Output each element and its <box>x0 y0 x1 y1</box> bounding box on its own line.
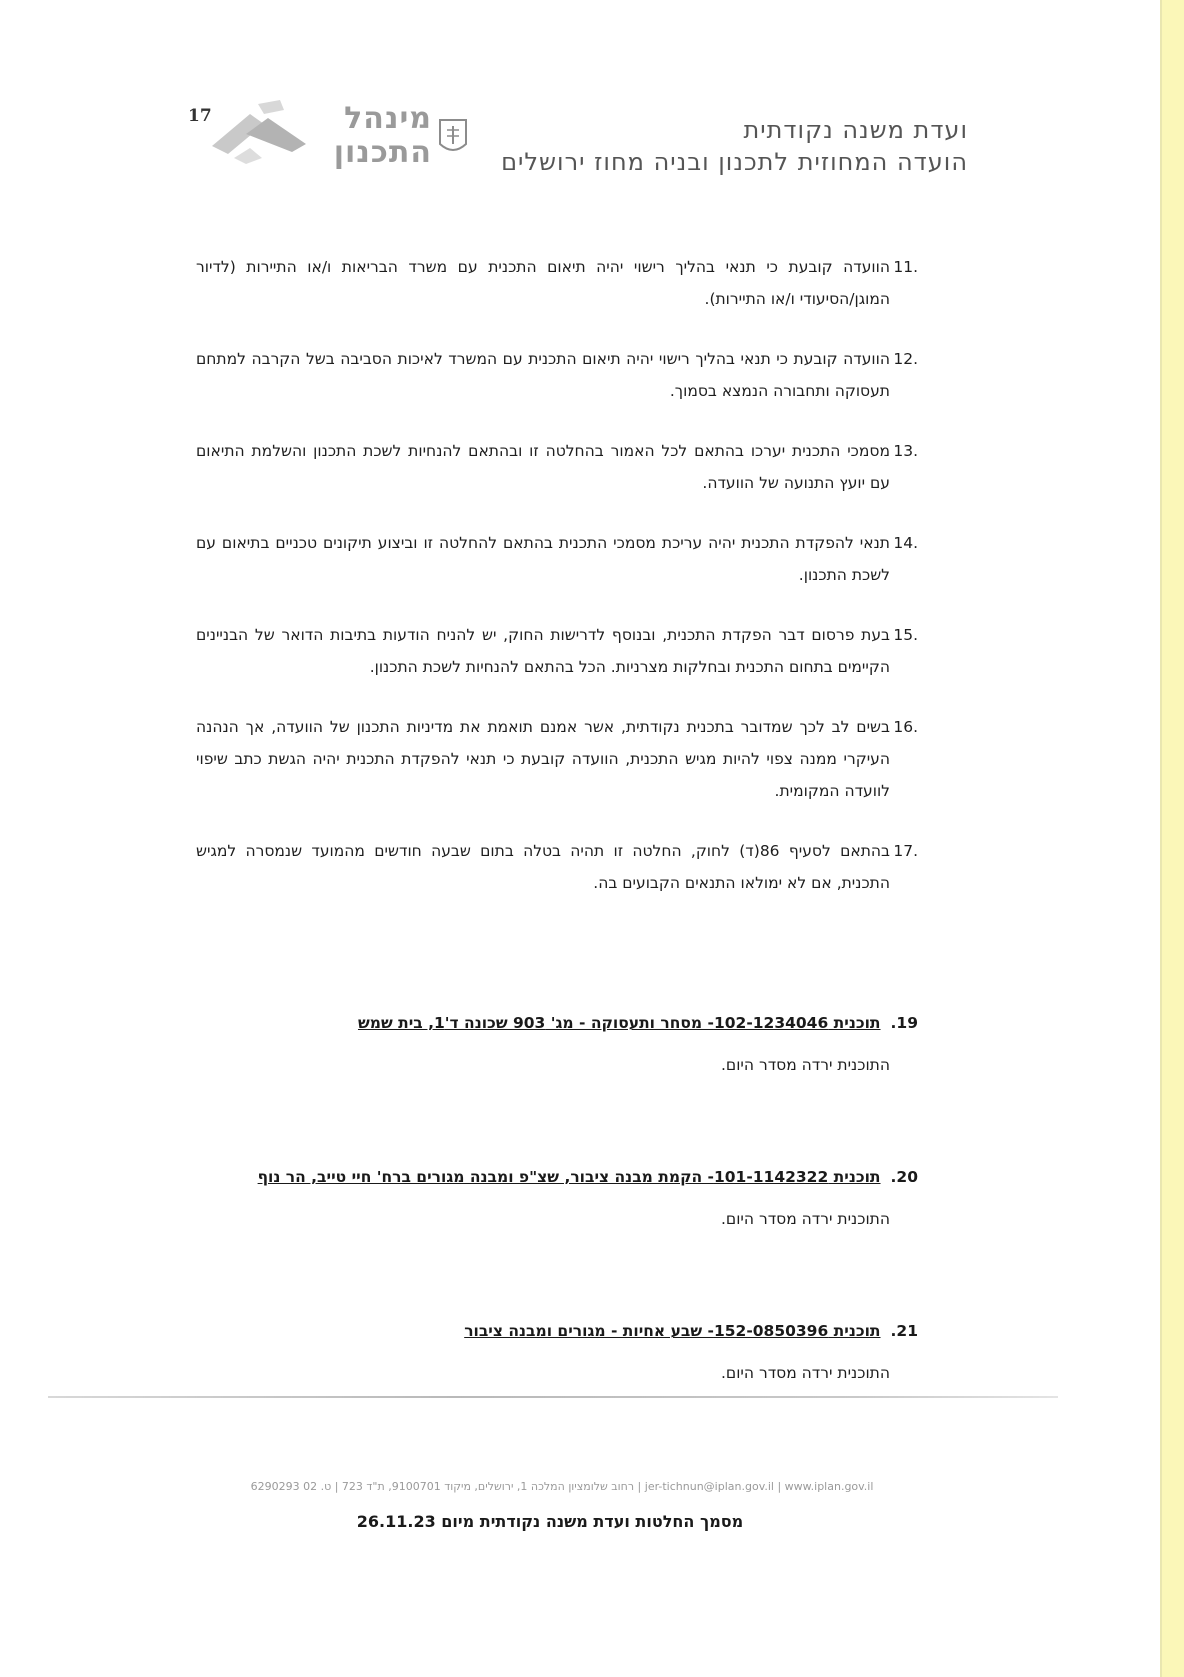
item-number: 15. <box>893 626 918 644</box>
item-number: 17. <box>893 842 918 860</box>
plan-status: התוכנית ירדה מסדר היום. <box>720 1210 890 1228</box>
decision-items-list <box>196 251 918 927</box>
planning-administration-logo-icon <box>206 100 326 164</box>
footer-contact-info: רחוב שלומציון המלכה 1, ירושלים, מיקוד 9100701, ת"ד 723 | ט. 02 6290293 | jer-tichnun@iplan.gov.il | www.iplan.gov.il <box>250 1480 874 1493</box>
decision-item <box>196 435 918 499</box>
footer-divider <box>48 1396 1058 1398</box>
plan-number: 20. <box>890 1168 918 1186</box>
plan-status: התוכנית ירדה מסדר היום. <box>720 1364 890 1382</box>
plan-title: תוכנית 152-0850396- שבע אחיות - מגורים ומבנה ציבור <box>464 1322 881 1340</box>
item-text: בהתאם לסעיף 86(ד) לחוק, החלטה זו תהיה בטלה בתום שבעה חודשים מהמועד שנמסרה למגיש התכנית, אם לא ימולאו התנאים הקבועים בה. <box>196 842 890 892</box>
item-number: 12. <box>893 350 918 368</box>
decision-item <box>196 251 918 315</box>
page-number: 17 <box>188 106 212 126</box>
item-text: הוועדה קובעת כי תנאי בהליך רישוי יהיה תיאום התכנית עם המשרד לאיכות הסביבה בשל הקרבה למתחם תעסוקה ותחבורה הנמצא בסמוך. <box>196 350 890 400</box>
logo-text-line1: מינהל <box>344 101 432 136</box>
plan-heading <box>196 1014 918 1032</box>
committee-title: ועדת משנה נקודתית <box>743 116 968 144</box>
decision-item <box>196 619 918 683</box>
plan-status: התוכנית ירדה מסדר היום. <box>720 1056 890 1074</box>
footer-document-title: מסמך החלטות ועדת משנה נקודתית מיום 26.11.23 <box>356 1512 744 1531</box>
scan-edge-line <box>1160 0 1162 1677</box>
decision-item <box>196 527 918 591</box>
item-text: מסמכי התכנית יערכו בהתאם לכל האמור בהחלטה זו ובהתאם להנחיות לשכת התכנון והשלמת התיאום עם יועץ התנועה של הוועדה. <box>196 442 890 492</box>
decision-item <box>196 711 918 807</box>
plan-section <box>196 1322 918 1382</box>
item-text: בשים לב לכך שמדובר בתכנית נקודתית, אשר אמנם תואמת את מדיניות התכנון של הוועדה, אך הנהנה העיקרי ממנה צפוי להיות מגיש התכנית, הוועדה קובעת כי תנאי להפקדת התכנית יהיה הגשת כתב שיפוי לוועדה המקומית. <box>196 718 890 800</box>
item-number: 14. <box>893 534 918 552</box>
plan-number: 19. <box>890 1014 918 1032</box>
logo-text-line2: התכנון <box>333 135 432 170</box>
committee-subtitle: הועדה המחוזית לתכנון ובניה מחוז ירושלים <box>501 148 968 176</box>
item-text: הוועדה קובעת כי תנאי בהליך רישוי יהיה תיאום התכנית עם משרד הבריאות ו/או התיירות (לדיור המוגן/הסיעודי ו/או התיירות). <box>196 258 890 308</box>
decision-item <box>196 343 918 407</box>
plan-section <box>196 1168 918 1228</box>
plan-section <box>196 1014 918 1074</box>
plan-title: תוכנית 102-1234046- מסחר ותעסוקה - מג' 903 שכונה ד'1, בית שמש <box>357 1014 881 1032</box>
plan-heading <box>196 1168 918 1186</box>
plan-title: תוכנית 101-1142322- הקמת מבנה ציבור, שצ"פ ומבנה מגורים ברח' חיי טייב, הר נוף <box>257 1168 881 1186</box>
decision-item <box>196 835 918 899</box>
plan-heading <box>196 1322 918 1340</box>
logo-text <box>322 102 432 170</box>
plan-number: 21. <box>890 1322 918 1340</box>
scan-yellow-edge <box>1162 0 1184 1677</box>
item-number: 13. <box>893 442 918 460</box>
item-text: תנאי להפקדת התכנית יהיה עריכת מסמכי התכנית בהתאם להחלטה זו וביצוע תיקונים טכניים בתיאום עם לשכת התכנון. <box>196 534 890 584</box>
item-number: 11. <box>893 258 918 276</box>
item-text: בעת פרסום דבר הפקדת התכנית, ובנוסף לדרישות החוק, יש להניח הודעות בתיבות הדואר של הבניינים הקיימים בתחום התכנית ובחלקות מצרניות. הכל בהתאם להנחיות לשכת התכנון. <box>196 626 890 676</box>
item-number: 16. <box>893 718 918 736</box>
